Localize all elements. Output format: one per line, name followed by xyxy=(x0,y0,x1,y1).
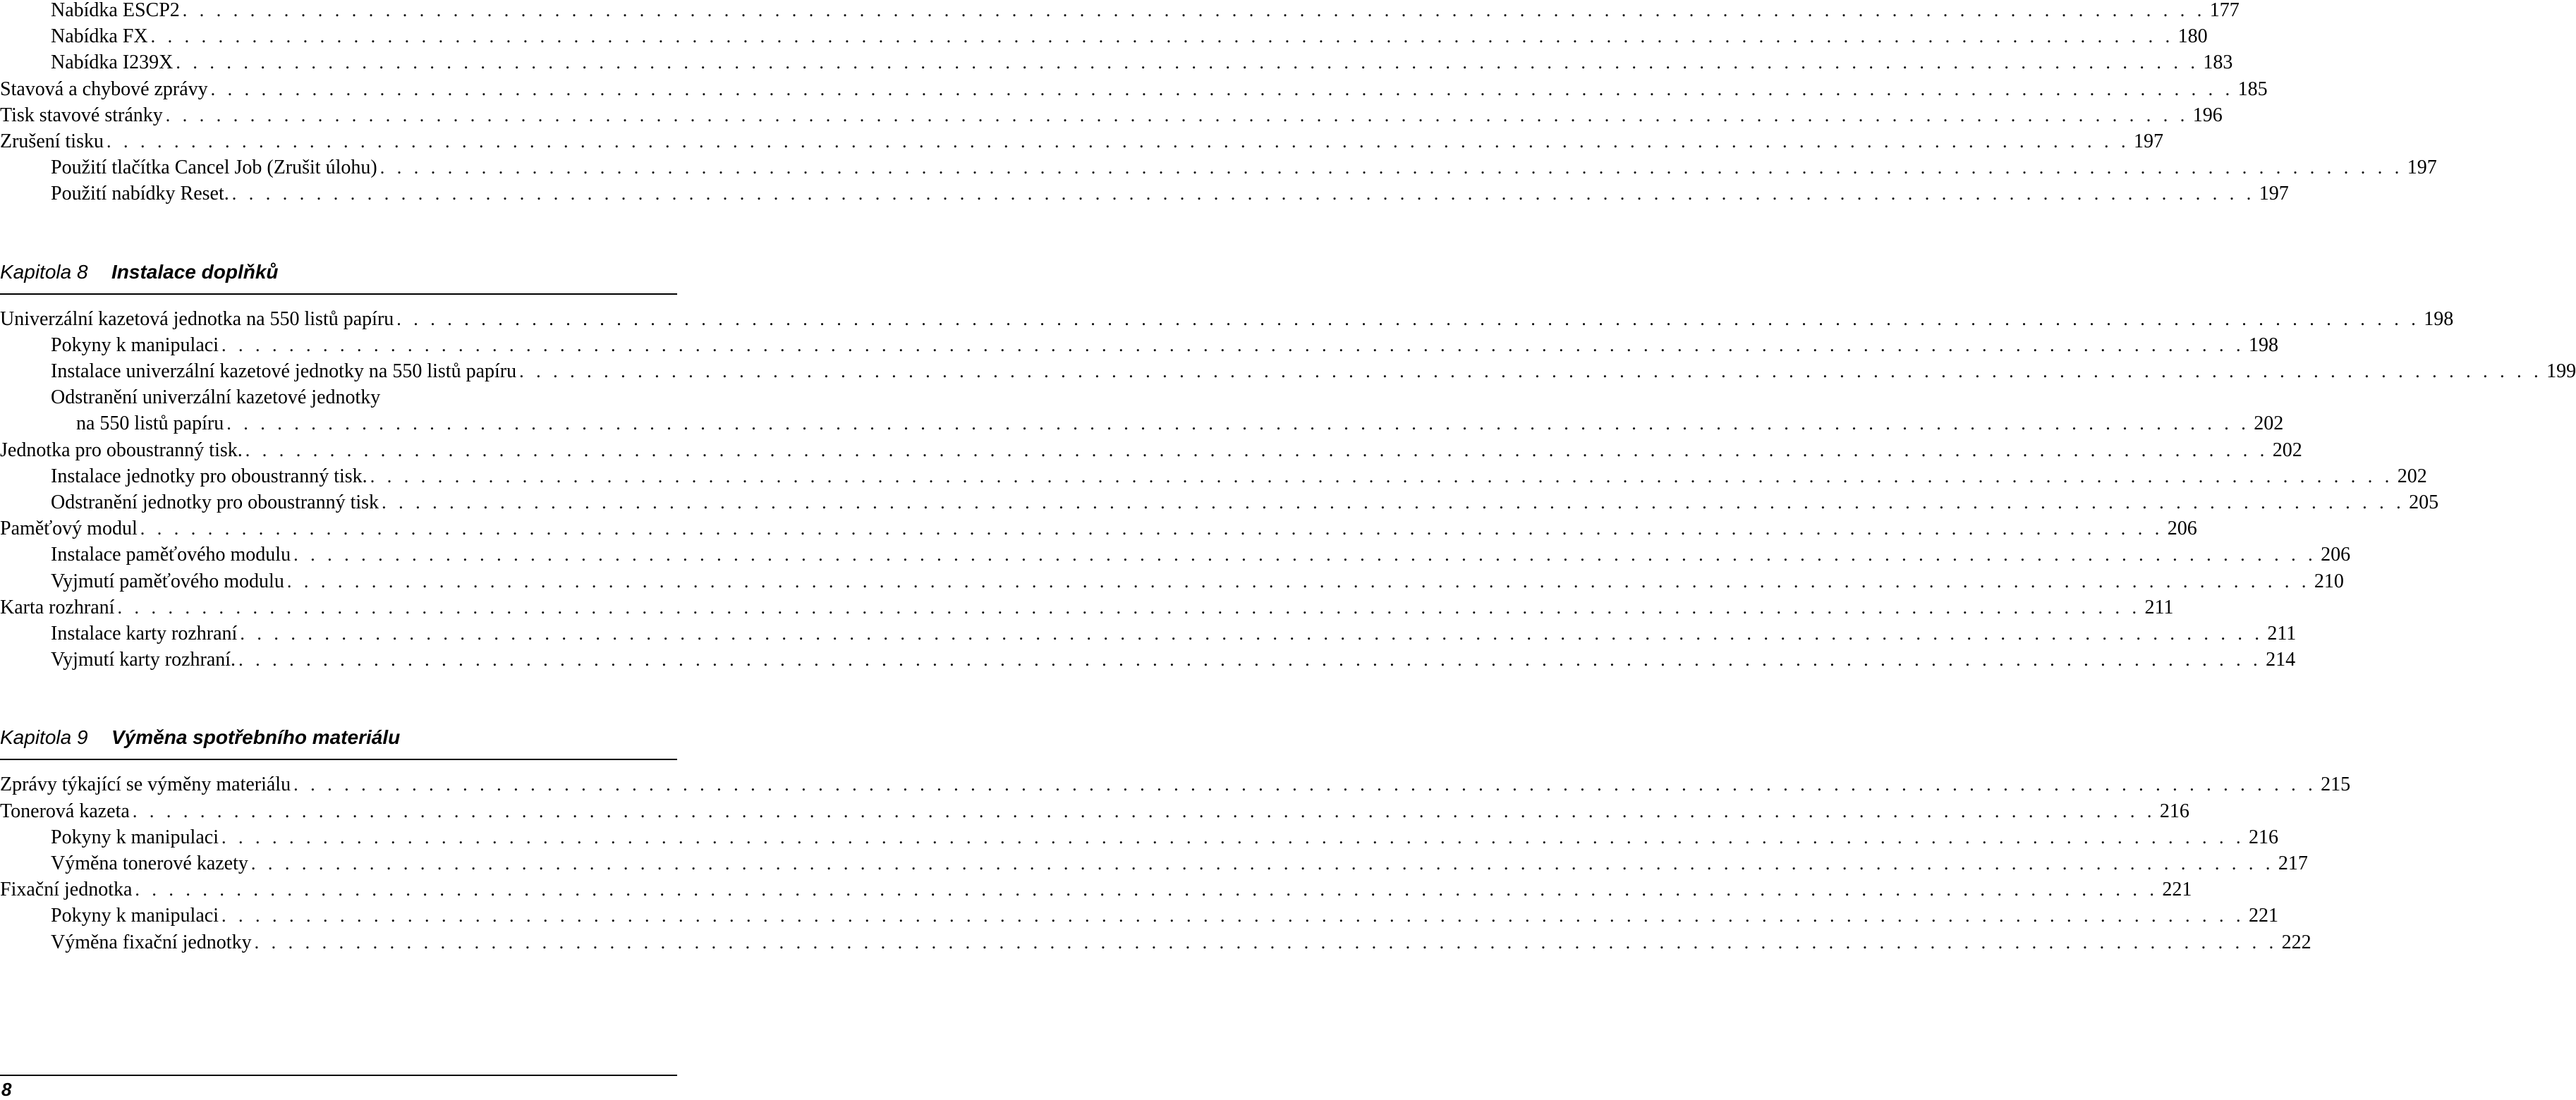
toc-entry-title: Univerzální kazetová jednotka na 550 listů papíru xyxy=(0,307,394,330)
toc-entry-title: Použití tlačítka Cancel Job (Zrušit úlohu) xyxy=(51,157,377,179)
dot-leader: . . . . . . . . . . . . . . . . . . . . . . . . . . . . . . . . . . . . . . . . . . . . . . . . . . . . . . . . . . . . . . . . . . . . . . . . . . . . . . . . . . . . . . . . . . . . . . . . . . . . . . . . . . . . . . . . . . . . . . . . xyxy=(135,879,2158,900)
toc-entry-page: 221 xyxy=(2248,905,2278,927)
dot-leader: . . . . . . . . . . . . . . . . . . . . . . . . . . . . . . . . . . . . . . . . . . . . . . . . . . . . . . . . . . . . . . . . . . . . . . . . . . . . . . . . . . . . . . . . . . . . . . . . . . . . . . . . . . . . . . . . . . . . . . . . xyxy=(231,183,2255,204)
toc-entry-title: Fixační jednotka xyxy=(0,879,133,901)
dot-leader: . . . . . . . . . . . . . . . . . . . . . . . . . . . . . . . . . . . . . . . . . . . . . . . . . . . . . . . . . . . . . . . . . . . . . . . . . . . . . . . . . . . . . . . . . . . . . . . . . . . . . . . . . . . . . . . . . . . . . . . . xyxy=(245,439,2268,460)
dot-leader: . . . . . . . . . . . . . . . . . . . . . . . . . . . . . . . . . . . . . . . . . . . . . . . . . . . . . . . . . . . . . . . . . . . . . . . . . . . . . . . . . . . . . . . . . . . . . . . . . . . . . . . . . . . . . . . . . . . . . . . . xyxy=(396,308,2420,329)
toc-entry-page: 217 xyxy=(2278,853,2308,874)
toc-entry-page: 197 xyxy=(2259,183,2289,205)
chapter-rule xyxy=(0,293,677,295)
toc-entry-page: 183 xyxy=(2203,51,2233,74)
toc-entry[interactable] xyxy=(0,850,2308,876)
dot-leader: . . . . . . . . . . . . . . . . . . . . . . . . . . . . . . . . . . . . . . . . . . . . . . . . . . . . . . . . . . . . . . . . . . . . . . . . . . . . . . . . . . . . . . . . . . . . . . . . . . . . . . . . . . . . . . . . . . . . . . . . xyxy=(182,0,2206,20)
footer-rule xyxy=(0,1075,677,1076)
dot-leader: . . . . . . . . . . . . . . . . . . . . . . . . . . . . . . . . . . . . . . . . . . . . . . . . . . . . . . . . . . . . . . . . . . . . . . . . . . . . . . . . . . . . . . . . . . . . . . . . . . . . . . . . . . . . . . . . . . . . . . . . xyxy=(132,800,2156,821)
dot-leader: . . . . . . . . . . . . . . . . . . . . . . . . . . . . . . . . . . . . . . . . . . . . . . . . . . . . . . . . . . . . . . . . . . . . . . . . . . . . . . . . . . . . . . . . . . . . . . . . . . . . . . . . . . . . . . . . . . . . . . . . xyxy=(293,774,2317,795)
toc-entry-page: 199 xyxy=(2546,360,2576,382)
toc-entry-title: Instalace jednotky pro oboustranný tisk. xyxy=(51,465,367,487)
toc-entry-title: Zprávy týkající se výměny materiálu xyxy=(0,774,291,796)
toc-entry-page: 221 xyxy=(2162,879,2192,901)
toc-entry-page: 198 xyxy=(2248,334,2278,356)
dot-leader: . . . . . . . . . . . . . . . . . . . . . . . . . . . . . . . . . . . . . . . . . . . . . . . . . . . . . . . . . . . . . . . . . . . . . . . . . . . . . . . . . . . . . . . . . . . . . . . . . . . . . . . . . . . . . . . . . . . . . . . . xyxy=(379,157,2403,178)
toc-entry-page: 215 xyxy=(2321,774,2351,796)
dot-leader: . . . . . . . . . . . . . . . . . . . . . . . . . . . . . . . . . . . . . . . . . . . . . . . . . . . . . . . . . . . . . . . . . . . . . . . . . . . . . . . . . . . . . . . . . . . . . . . . . . . . . . . . . . . . . . . . . . . . . . . . xyxy=(238,649,2262,671)
dot-leader: . . . . . . . . . . . . . . . . . . . . . . . . . . . . . . . . . . . . . . . . . . . . . . . . . . . . . . . . . . . . . . . . . . . . . . . . . . . . . . . . . . . . . . . . . . . . . . . . . . . . . . . . . . . . . . . . . . . . . . . . xyxy=(240,623,2264,644)
toc-entry-title: Instalace paměťového modulu xyxy=(51,544,291,566)
chapter-label: Kapitola 8 xyxy=(0,260,88,283)
toc-entry[interactable] xyxy=(0,102,2223,128)
toc-entry-page: 214 xyxy=(2266,649,2296,671)
toc-entry-title: Pokyny k manipulaci xyxy=(51,334,219,356)
toc-entry-page: 216 xyxy=(2159,800,2189,822)
toc-entry-page: 206 xyxy=(2321,544,2351,566)
toc-entry-page: 202 xyxy=(2272,439,2302,461)
toc-entry[interactable] xyxy=(0,824,2278,850)
toc-entry-title: Pokyny k manipulaci xyxy=(51,905,219,927)
dot-leader: . . . . . . . . . . . . . . . . . . . . . . . . . . . . . . . . . . . . . . . . . . . . . . . . . . . . . . . . . . . . . . . . . . . . . . . . . . . . . . . . . . . . . . . . . . . . . . . . . . . . . . . . . . . . . . . . . . . . . . . . xyxy=(254,931,2278,953)
toc-entry[interactable] xyxy=(0,594,2174,621)
toc-entry-page: 216 xyxy=(2248,826,2278,848)
toc-entry[interactable] xyxy=(0,876,2192,903)
toc-entry-title: Tisk stavové stránky xyxy=(0,104,163,126)
toc-entry-title: Nabídka ESCP2 xyxy=(51,0,180,21)
toc-entry-title: Jednotka pro oboustranný tisk. xyxy=(0,439,243,461)
toc-entry-page: 211 xyxy=(2267,623,2297,644)
toc-entry[interactable] xyxy=(0,515,2197,542)
chapter-label: Kapitola 9 xyxy=(0,726,88,749)
toc-entry-page: 211 xyxy=(2144,596,2174,618)
toc-entry[interactable] xyxy=(0,332,2278,358)
dot-leader: . . . . . . . . . . . . . . . . . . . . . . . . . . . . . . . . . . . . . . . . . . . . . . . . . . . . . . . . . . . . . . . . . . . . . . . . . . . . . . . . . . . . . . . . . . . . . . . . . . . . . . . . . . . . . . . . . . . . . . . . xyxy=(150,26,2174,47)
page-number: 8 xyxy=(1,1079,12,1100)
dot-leader: . . . . . . . . . . . . . . . . . . . . . . . . . . . . . . . . . . . . . . . . . . . . . . . . . . . . . . . . . . . . . . . . . . . . . . . . . . . . . . . . . . . . . . . . . . . . . . . . . . . . . . . . . . . . . . . . . . . . . . . . xyxy=(140,518,2163,539)
toc-entry[interactable] xyxy=(0,410,2284,436)
chapter-rule xyxy=(0,759,677,760)
dot-leader: . . . . . . . . . . . . . . . . . . . . . . . . . . . . . . . . . . . . . . . . . . . . . . . . . . . . . . . . . . . . . . . . . . . . . . . . . . . . . . . . . . . . . . . . . . . . . . . . . . . . . . . . . . . . . . . . . . . . . . . . xyxy=(221,334,2244,355)
toc-entry[interactable] xyxy=(0,358,2576,384)
toc-entry-page: 180 xyxy=(2177,25,2208,48)
toc-entry-title: Výměna tonerové kazety xyxy=(51,853,248,874)
dot-leader: . . . . . . . . . . . . . . . . . . . . . . . . . . . . . . . . . . . . . . . . . . . . . . . . . . . . . . . . . . . . . . . . . . . . . . . . . . . . . . . . . . . . . . . . . . . . . . . . . . . . . . . . . . . . . . . . . . . . . . . . xyxy=(226,413,2250,434)
toc-entry-page: 185 xyxy=(2237,78,2268,100)
dot-leader: . . . . . . . . . . . . . . . . . . . . . . . . . . . . . . . . . . . . . . . . . . . . . . . . . . . . . . . . . . . . . . . . . . . . . . . . . . . . . . . . . . . . . . . . . . . . . . . . . . . . . . . . . . . . . . . . . . . . . . . . xyxy=(293,544,2317,566)
toc-entry-title: Odstranění jednotky pro oboustranný tisk xyxy=(51,491,379,513)
toc-entry-title: Odstranění univerzální kazetové jednotky xyxy=(51,386,381,409)
toc-entry-page: 222 xyxy=(2281,931,2311,953)
toc-entry[interactable] xyxy=(0,771,2351,798)
dot-leader: . . . . . . . . . . . . . . . . . . . . . . . . . . . . . . . . . . . . . . . . . . . . . . . . . . . . . . . . . . . . . . . . . . . . . . . . . . . . . . . . . . . . . . . . . . . . . . . . . . . . . . . . . . . . . . . . . . . . . . . . xyxy=(165,104,2189,126)
toc-entry[interactable] xyxy=(0,76,2268,102)
dot-leader: . . . . . . . . . . . . . . . . . . . . . . . . . . . . . . . . . . . . . . . . . . . . . . . . . . . . . . . . . . . . . . . . . . . . . . . . . . . . . . . . . . . . . . . . . . . . . . . . . . . . . . . . . . . . . . . . . . . . . . . . xyxy=(221,826,2244,848)
toc-entry[interactable] xyxy=(0,306,2454,332)
dot-leader: . . . . . . . . . . . . . . . . . . . . . . . . . . . . . . . . . . . . . . . . . . . . . . . . . . . . . . . . . . . . . . . . . . . . . . . . . . . . . . . . . . . . . . . . . . . . . . . . . . . . . . . . . . . . . . . . . . . . . . . . xyxy=(210,78,2234,99)
toc-entry[interactable] xyxy=(0,23,2208,49)
toc-entry-title: Instalace karty rozhraní xyxy=(51,623,238,644)
toc-entry-page: 202 xyxy=(2254,412,2284,435)
toc-entry-page: 202 xyxy=(2397,465,2427,487)
toc-entry[interactable] xyxy=(0,49,2233,75)
toc-entry[interactable] xyxy=(0,903,2278,929)
toc-entry-page: 197 xyxy=(2407,157,2437,179)
toc-entry[interactable] xyxy=(0,437,2302,463)
dot-leader: . . . . . . . . . . . . . . . . . . . . . . . . . . . . . . . . . . . . . . . . . . . . . . . . . . . . . . . . . . . . . . . . . . . . . . . . . . . . . . . . . . . . . . . . . . . . . . . . . . . . . . . . . . . . . . . . . . . . . . . . xyxy=(370,465,2393,487)
toc-entry[interactable] xyxy=(0,647,2296,673)
chapter-heading xyxy=(0,258,677,286)
toc-entry-title: Tonerová kazeta xyxy=(0,800,130,822)
dot-leader: . . . . . . . . . . . . . . . . . . . . . . . . . . . . . . . . . . . . . . . . . . . . . . . . . . . . . . . . . . . . . . . . . . . . . . . . . . . . . . . . . . . . . . . . . . . . . . . . . . . . . . . . . . . . . . . . . . . . . . . . xyxy=(250,853,2274,874)
dot-leader: . . . . . . . . . . . . . . . . . . . . . . . . . . . . . . . . . . . . . . . . . . . . . . . . . . . . . . . . . . . . . . . . . . . . . . . . . . . . . . . . . . . . . . . . . . . . . . . . . . . . . . . . . . . . . . . . . . . . . . . . xyxy=(117,597,2141,618)
toc-entry-title: Použití nabídky Reset. xyxy=(51,183,229,205)
chapter-heading xyxy=(0,723,677,752)
toc-entry-page: 177 xyxy=(2209,0,2240,21)
toc-entry[interactable] xyxy=(0,463,2427,489)
dot-leader: . . . . . . . . . . . . . . . . . . . . . . . . . . . . . . . . . . . . . . . . . . . . . . . . . . . . . . . . . . . . . . . . . . . . . . . . . . . . . . . . . . . . . . . . . . . . . . . . . . . . . . . . . . . . . . . . . . . . . . . . xyxy=(221,905,2244,927)
dot-leader: . . . . . . . . . . . . . . . . . . . . . . . . . . . . . . . . . . . . . . . . . . . . . . . . . . . . . . . . . . . . . . . . . . . . . . . . . . . . . . . . . . . . . . . . . . . . . . . . . . . . . . . . . . . . . . . . . . . . . . . . xyxy=(107,131,2130,152)
toc-entry-title: Vyjmutí karty rozhraní. xyxy=(51,649,236,671)
toc-entry-title: Výměna fixační jednotky xyxy=(51,931,252,953)
toc-entry-title: Vyjmutí paměťového modulu xyxy=(51,570,284,592)
toc-entry-title: Paměťový modul xyxy=(0,518,138,540)
toc-entry[interactable] xyxy=(0,798,2189,824)
toc-entry[interactable] xyxy=(0,568,2344,594)
toc-entry[interactable] xyxy=(0,929,2311,955)
toc-entry-title: Pokyny k manipulaci xyxy=(51,826,219,848)
toc-entry-page: 205 xyxy=(2409,491,2439,513)
toc-entry-title: Zrušení tisku xyxy=(0,130,104,152)
chapter-title: Instalace doplňků xyxy=(111,260,279,283)
dot-leader: . . . . . . . . . . . . . . . . . . . . . . . . . . . . . . . . . . . . . . . . . . . . . . . . . . . . . . . . . . . . . . . . . . . . . . . . . . . . . . . . . . . . . . . . . . . . . . . . . . . . . . . . . . . . . . . . . . . . . . . . xyxy=(286,570,2310,592)
toc-entry-title: Nabídka FX xyxy=(51,25,148,48)
toc-entry[interactable] xyxy=(0,181,2289,207)
dot-leader: . . . . . . . . . . . . . . . . . . . . . . . . . . . . . . . . . . . . . . . . . . . . . . . . . . . . . . . . . . . . . . . . . . . . . . . . . . . . . . . . . . . . . . . . . . . . . . . . . . . . . . . . . . . . . . . . . . . . . . . . xyxy=(382,492,2405,513)
toc-entry[interactable] xyxy=(0,154,2437,181)
dot-leader: . . . . . . . . . . . . . . . . . . . . . . . . . . . . . . . . . . . . . . . . . . . . . . . . . . . . . . . . . . . . . . . . . . . . . . . . . . . . . . . . . . . . . . . . . . . . . . . . . . . . . . . . . . . . . . . . . . . . . . . . xyxy=(519,361,2543,381)
toc-entry[interactable] xyxy=(0,384,705,410)
toc-entry-page: 206 xyxy=(2167,518,2197,540)
toc-entry[interactable] xyxy=(0,128,2163,154)
toc-entry-page: 197 xyxy=(2134,130,2163,152)
toc-entry-page: 196 xyxy=(2192,104,2223,126)
toc-entry[interactable] xyxy=(0,489,2439,515)
toc-entry-title: Nabídka I239X xyxy=(51,51,174,74)
toc-entry-title: Stavová a chybové zprávy xyxy=(0,78,208,100)
dot-leader: . . . . . . . . . . . . . . . . . . . . . . . . . . . . . . . . . . . . . . . . . . . . . . . . . . . . . . . . . . . . . . . . . . . . . . . . . . . . . . . . . . . . . . . . . . . . . . . . . . . . . . . . . . . . . . . . . . . . . . . . xyxy=(176,52,2199,73)
toc-entry[interactable] xyxy=(0,0,2240,23)
chapter-title: Výměna spotřebního materiálu xyxy=(111,726,401,749)
toc-entry-title: Instalace univerzální kazetové jednotky na 550 listů papíru xyxy=(51,360,517,382)
toc-entry-title: Karta rozhraní xyxy=(0,596,115,618)
toc-entry[interactable] xyxy=(0,542,2351,568)
toc-entry-page: 198 xyxy=(2424,307,2454,330)
toc-entry-page: 210 xyxy=(2314,570,2344,592)
toc-entry-title: na 550 listů papíru xyxy=(76,412,224,435)
toc-entry[interactable] xyxy=(0,621,2297,647)
